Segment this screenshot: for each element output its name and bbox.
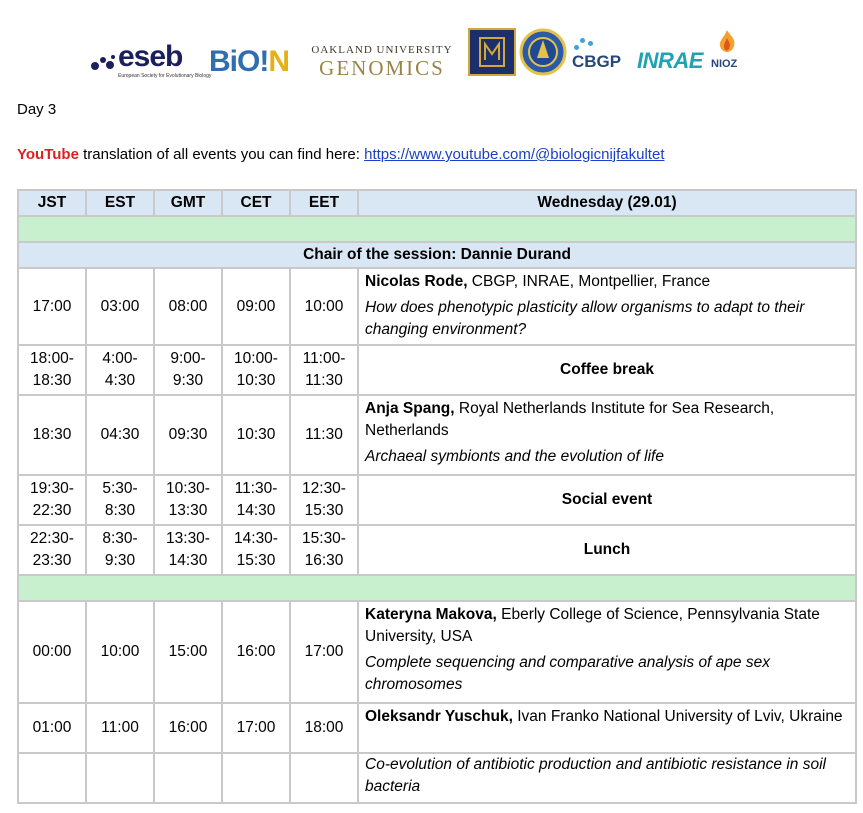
time-cell: 16:00 <box>154 703 222 753</box>
col-header-day: Wednesday (29.01) <box>358 190 856 216</box>
time-cell: 04:30 <box>86 395 154 475</box>
time-cell: 03:00 <box>86 268 154 345</box>
time-cell: 16:00 <box>222 601 290 703</box>
time-cell: 11:30 <box>290 395 358 475</box>
col-header-est: EST <box>86 190 154 216</box>
table-row <box>18 268 856 345</box>
col-header-eet: EET <box>290 190 358 216</box>
eseb-subtitle: European Society for Evolutionary Biology <box>118 73 212 79</box>
time-cell <box>86 525 154 575</box>
empty-cell <box>290 753 358 803</box>
chair-row <box>18 242 856 268</box>
cbgp-logo <box>572 38 630 74</box>
speaker-affiliation: Ivan Franko National University of Lviv, Ukraine <box>512 708 843 725</box>
table-row <box>18 703 856 753</box>
eseb-dots-icon <box>90 52 116 72</box>
separator-cell <box>18 216 856 242</box>
time-cell <box>154 525 222 575</box>
oakland-line-1: OAKLAND UNIVERSITY <box>311 44 453 56</box>
cbgp-dot-icon <box>580 38 585 43</box>
event-cell: Social event <box>358 475 856 525</box>
time-cell: 18:30 <box>18 395 86 475</box>
seal-icon <box>519 28 567 76</box>
time-cell <box>222 345 290 395</box>
time-start: 11:00- 11:30 <box>302 350 346 389</box>
eseb-word: eseb <box>118 40 183 73</box>
talk-title: How does phenotypic plasticity allow organisms to adapt to their changing environment? <box>365 299 805 338</box>
empty-cell <box>222 753 290 803</box>
time-cell: 11:00 <box>86 703 154 753</box>
table-row <box>18 525 856 575</box>
col-header-jst: JST <box>18 190 86 216</box>
event-cell: Lunch <box>358 525 856 575</box>
cbgp-dot-icon <box>574 45 579 50</box>
time-cell <box>154 345 222 395</box>
time-start: 18:00- 18:30 <box>30 350 74 389</box>
time-cell <box>290 525 358 575</box>
time-cell: 10:00 <box>86 601 154 703</box>
eseb-logo <box>88 40 212 82</box>
talk-title-cell <box>358 753 856 803</box>
youtube-brand: YouTube <box>17 146 79 163</box>
time-cell <box>290 345 358 395</box>
talk-title: Co-evolution of antibiotic production and antibiotic resistance in soil bacteria <box>365 756 826 795</box>
talk-cell <box>358 395 856 475</box>
speaker-affiliation: Eberly College of Science, Pennsylvania State University, USA <box>365 606 820 645</box>
time-range: 10:30- 13:30 <box>166 480 210 519</box>
table-row <box>18 753 856 803</box>
speaker-name: Oleksandr Yuschuk, <box>365 708 513 725</box>
time-cell: 10:00 <box>290 268 358 345</box>
speaker-affiliation: CBGP, INRAE, Montpellier, France <box>467 273 711 290</box>
oakland-genomics-logo <box>298 44 466 80</box>
separator-row <box>18 216 856 242</box>
time-range: 11:30- 14:30 <box>234 480 278 519</box>
table-row <box>18 601 856 703</box>
youtube-text: translation of all events you can find here: <box>78 146 365 163</box>
time-cell <box>86 345 154 395</box>
time-cell: 15:00 <box>154 601 222 703</box>
talk-cell <box>358 703 856 753</box>
col-header-cet: CET <box>222 190 290 216</box>
empty-cell <box>18 753 86 803</box>
chair-cell: Chair of the session: Dannie Durand <box>18 242 856 268</box>
time-range: 5:30- 8:30 <box>102 480 138 519</box>
time-cell <box>18 345 86 395</box>
youtube-line <box>17 146 664 163</box>
sponsor-logos <box>88 28 748 82</box>
bioin-logo <box>209 44 297 80</box>
separator-cell <box>18 575 856 601</box>
time-cell <box>290 475 358 525</box>
time-range: 15:30- 16:30 <box>302 530 346 569</box>
speaker-affiliation: Royal Netherlands Institute for Sea Research, Netherlands <box>365 400 775 439</box>
cbgp-word: CBGP <box>572 52 622 71</box>
time-range: 8:30- 9:30 <box>102 530 138 569</box>
speaker-name: Kateryna Makova, <box>365 606 497 623</box>
speaker-name: Nicolas Rode, <box>365 273 468 290</box>
nioz-logo <box>710 28 744 80</box>
time-cell: 17:00 <box>222 703 290 753</box>
time-cell: 18:00 <box>290 703 358 753</box>
table-row <box>18 475 856 525</box>
time-cell <box>18 525 86 575</box>
time-cell <box>18 475 86 525</box>
time-cell: 17:00 <box>18 268 86 345</box>
time-cell <box>154 475 222 525</box>
schedule-table <box>17 189 857 804</box>
university-crest-logo <box>468 28 516 76</box>
time-start: 4:00- 4:30 <box>102 350 138 389</box>
time-cell: 17:00 <box>290 601 358 703</box>
speaker-name: Anja Spang, <box>365 400 455 417</box>
table-header-row <box>18 190 856 216</box>
empty-cell <box>154 753 222 803</box>
time-start: 9:00- 9:30 <box>170 350 206 389</box>
time-cell <box>222 525 290 575</box>
youtube-link[interactable]: https://www.youtube.com/@biologicnijfakultet <box>364 146 665 163</box>
seal-logo <box>519 28 567 76</box>
empty-cell <box>86 753 154 803</box>
time-range: 13:30- 14:30 <box>166 530 210 569</box>
talk-cell <box>358 268 856 345</box>
bioin-word-b: N <box>268 45 289 78</box>
talk-cell <box>358 601 856 703</box>
time-cell: 09:30 <box>154 395 222 475</box>
talk-title: Complete sequencing and comparative analysis of ape sex chromosomes <box>365 654 770 693</box>
time-range: 12:30- 15:30 <box>302 480 346 519</box>
cbgp-dot-icon <box>588 41 593 46</box>
table-row <box>18 345 856 395</box>
time-cell: 09:00 <box>222 268 290 345</box>
table-row <box>18 395 856 475</box>
bioin-word-a: BiO! <box>209 45 269 78</box>
time-range: 22:30- 23:30 <box>30 530 74 569</box>
time-range: 14:30- 15:30 <box>234 530 278 569</box>
talk-title: Archaeal symbionts and the evolution of life <box>365 448 664 465</box>
time-cell: 00:00 <box>18 601 86 703</box>
time-cell: 08:00 <box>154 268 222 345</box>
day-label: Day 3 <box>17 101 57 118</box>
time-range: 19:30- 22:30 <box>30 480 74 519</box>
time-cell: 10:30 <box>222 395 290 475</box>
event-cell: Coffee break <box>358 345 856 395</box>
crest-icon <box>470 30 514 74</box>
time-start: 10:00- 10:30 <box>234 350 278 389</box>
nioz-word: NIOZ <box>711 58 738 70</box>
time-cell: 01:00 <box>18 703 86 753</box>
col-header-gmt: GMT <box>154 190 222 216</box>
separator-row <box>18 575 856 601</box>
nioz-flame-icon <box>712 28 742 58</box>
oakland-line-2: GENOMICS <box>319 56 445 80</box>
time-cell <box>222 475 290 525</box>
time-cell <box>86 475 154 525</box>
inrae-logo: INRAE <box>637 48 703 73</box>
